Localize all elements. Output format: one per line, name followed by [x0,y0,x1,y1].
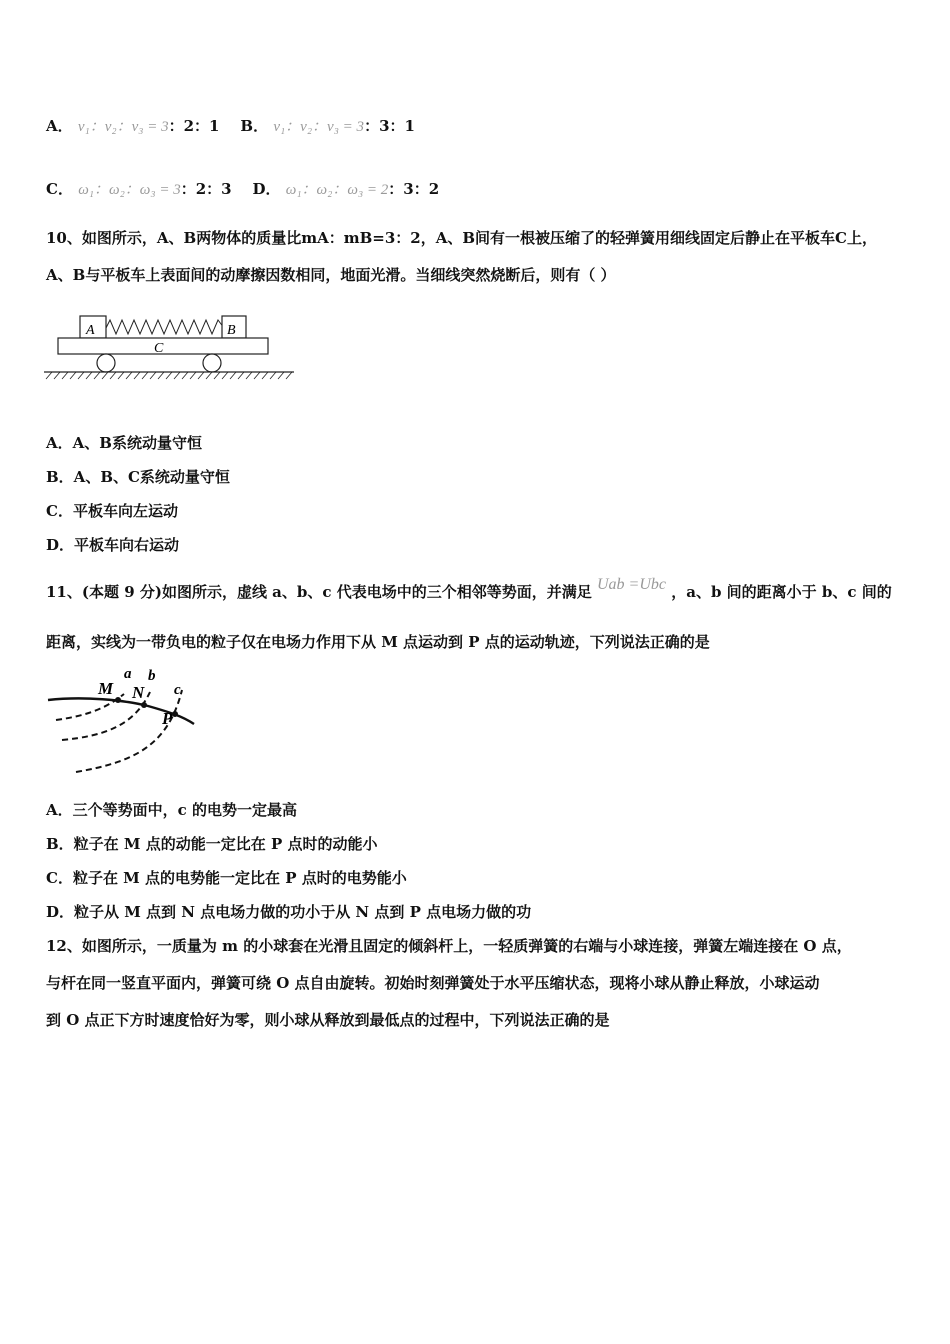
q11-option-d: D．粒子从 M 点到 N 点电场力做的功小于从 N 点到 P 点电场力做的功 [46,903,532,921]
q11-field-figure [44,666,204,778]
q9-option-d-formula: ω₁：ω₂：ω₃ = 2 [285,182,389,198]
point-n [141,702,147,708]
q11-question-line1 [46,576,892,603]
label-c: c [174,682,181,698]
q11-option-b: B．粒子在 M 点的动能一定比在 P 点时的动能小 [46,835,378,853]
q9-option-d-label: D． [252,180,281,198]
label-n: N [132,683,145,702]
label-m: M [98,679,114,698]
q10-option-b: B．A、B、C系统动量守恒 [46,468,230,486]
q9-option-b-tail: ：3：1 [364,117,415,135]
q10-option-d: D．平板车向右运动 [46,536,180,554]
q10-question-line2: A、B与平板车上表面间的动摩擦因数相同，地面光滑。当细线突然烧断后，则有（ ） [46,266,616,284]
q9-option-b-formula: v₁：v₂：v₃ = 3 [273,119,365,135]
wheel-left [97,354,115,372]
q9-option-c-tail: ：2：3 [180,180,232,198]
point-m [115,697,121,703]
q9-option-a-tail: ：2：1 [168,117,220,135]
q12-question-line3: 到 O 点正下方时速度恰好为零，则小球从释放到最低点的过程中，下列说法正确的是 [46,1011,610,1029]
q9-option-a-formula: v₁：v₂：v₃ = 3 [77,119,169,135]
q11-text-part1: 11、(本题 9 分)如图所示，虚线 a、b、c 代表电场中的三个相邻等势面，并满足 [46,583,592,601]
spring [106,320,224,334]
label-a: a [124,666,132,682]
q10-question-line1: 10、如图所示，A、B两物体的质量比mA：mB=3：2，A、B间有一根被压缩了的轻弹簧用细线固定后静止在平板车C上， [46,229,877,247]
q10-option-c: C．平板车向左运动 [46,502,178,520]
q9-option-d-tail: ：3：2 [388,180,440,198]
q10-cart-figure [44,308,304,388]
wheel-right [203,354,221,372]
block-b-label: B [227,323,236,338]
q9-options-row-ab [46,116,415,137]
point-p [172,711,178,717]
label-p: P [162,709,173,728]
q10-option-a: A．A、B系统动量守恒 [46,434,202,452]
q12-question-line1: 12、如图所示，一质量为 m 的小球套在光滑且固定的倾斜杆上，一轻质弹簧的右端与小球连接，弹簧左端连接在 O 点， [46,937,852,955]
q11-formula: Uab =Ubc [596,576,666,593]
ground-hatching [46,372,292,379]
q9-option-b-label: B． [240,117,269,135]
cart-c-label: C [154,341,164,356]
q11-question-line2: 距离，实线为一带负电的粒子仅在电场力作用下从 M 点运动到 P 点的运动轨迹，下列说法正确的是 [46,633,710,651]
q9-option-c-label: C． [46,180,73,198]
q11-option-a: A．三个等势面中，c 的电势一定最高 [46,801,297,819]
q11-text-part2: ，a、b 间的距离小于 b、c 间的 [671,583,892,601]
label-b: b [148,668,156,684]
q11-option-c: C．粒子在 M 点的电势能一定比在 P 点时的电势能小 [46,869,407,887]
q9-options-row-cd [46,179,439,200]
q9-option-a-label: A． [46,117,73,135]
block-a-label: A [86,323,95,338]
q12-question-line2: 与杆在同一竖直平面内，弹簧可绕 O 点自由旋转。初始时刻弹簧处于水平压缩状态，现将小球从静止释放，小球运动 [46,974,820,992]
q9-option-c-formula: ω₁：ω₂：ω₃ = 3 [78,182,181,198]
